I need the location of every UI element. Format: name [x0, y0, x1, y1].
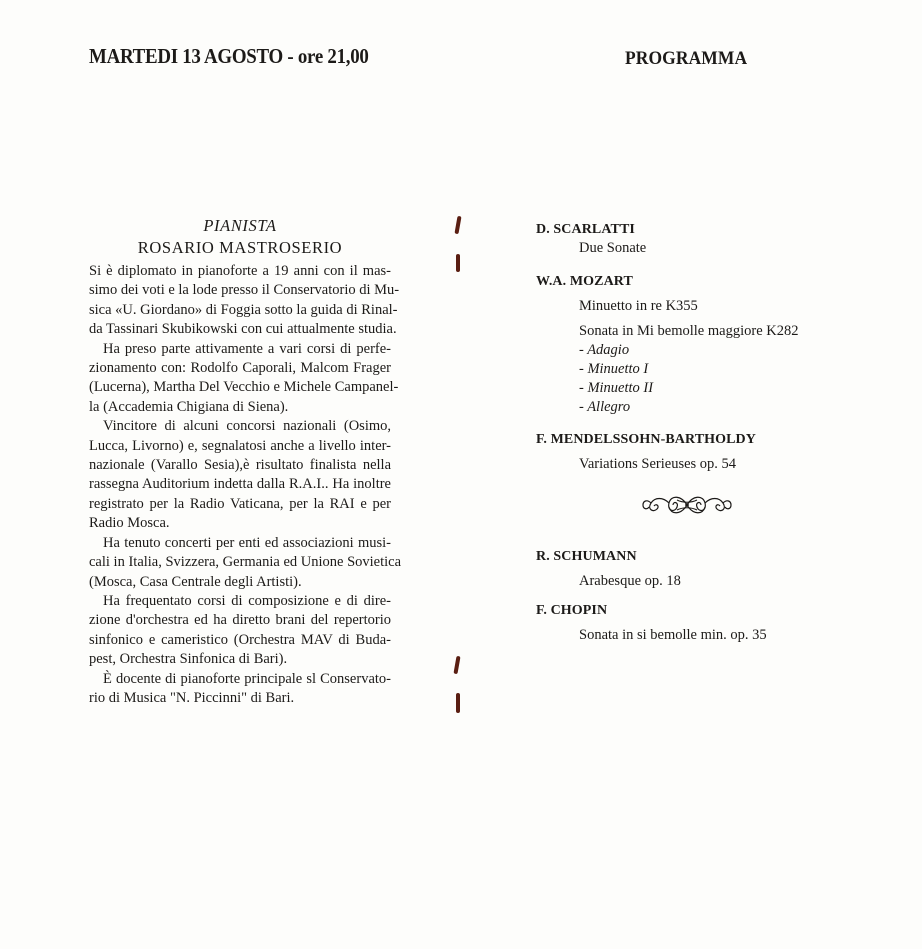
work-mendelssohn-variations: Variations Serieuses op. 54 — [579, 456, 737, 472]
bio-line: Ha tenuto concerti per enti ed associazioni musi- — [103, 534, 391, 551]
bio-line: (Lucerna), Martha Del Vecchio e Michele Campanel- — [89, 379, 399, 396]
bio-line: Lucca, Livorno) e, segnalatosi anche a livello inter- — [89, 437, 391, 454]
bio-line: cali in Italia, Svizzera, Germania ed Unione Sovietica — [89, 554, 402, 571]
composer-mozart: W.A. MOZART — [536, 274, 633, 289]
bio-line: Radio Mosca. — [89, 515, 170, 532]
binding-thread-lower-b — [456, 693, 460, 713]
composer-mendelssohn: F. MENDELSSOHN-BARTHOLDY — [536, 432, 756, 447]
bio-line: simo dei voti e la lode presso il Conservatorio di Mu- — [89, 282, 400, 299]
performer-role: PIANISTA — [203, 216, 277, 235]
binding-thread-upper-a — [454, 216, 461, 234]
bio-line: Ha frequentato corsi di composizione e di dire- — [103, 592, 391, 609]
concert-date-time: MARTEDI 13 AGOSTO - ore 21,00 — [89, 44, 369, 68]
bio-line: zionamento con: Rodolfo Caporali, Malcom Frager — [89, 360, 391, 377]
bio-line: Si è diplomato in pianoforte a 19 anni con il mas- — [89, 263, 391, 279]
programme-heading: PROGRAMMA — [625, 48, 748, 69]
bio-line: Ha preso parte attivamente a vari corsi di perfe- — [103, 340, 391, 357]
performer-biography — [89, 262, 402, 708]
composer-scarlatti: D. SCARLATTI — [536, 222, 635, 237]
bio-line: da Tassinari Skubikowski con cui attualmente studia. — [89, 321, 397, 338]
bio-line: registrato per la Radio Vaticana, per la RAI e per — [89, 495, 391, 512]
bio-line: rio di Musica "N. Piccinni" di Bari. — [89, 689, 295, 706]
work-mozart-sonata: Sonata in Mi bemolle maggiore K282 — [579, 323, 799, 339]
program-list — [536, 221, 836, 645]
bio-line: pest, Orchestra Sinfonica di Bari). — [89, 651, 288, 668]
bio-line: zione d'orchestra ed ha diretto brani del repertorio — [89, 612, 391, 629]
composer-chopin: F. CHOPIN — [536, 603, 608, 618]
scroll-ornament-icon — [641, 491, 733, 519]
bio-line: È docente di pianoforte principale sl Conservato- — [103, 670, 391, 687]
binding-thread-lower-a — [453, 656, 460, 674]
work-chopin-sonata: Sonata in si bemolle min. op. 35 — [579, 627, 767, 643]
performer-name: ROSARIO MASTROSERIO — [137, 238, 343, 257]
performer-section — [89, 216, 402, 708]
bio-line: sinfonico e cameristico (Orchestra MAV di Buda- — [89, 631, 391, 648]
movement-item: - Minuetto II — [579, 380, 654, 396]
movement-item: - Minuetto I — [579, 361, 649, 377]
movement-item: - Allegro — [579, 399, 631, 415]
binding-thread-upper-b — [456, 254, 460, 272]
work-mozart-minuetto: Minuetto in re K355 — [579, 298, 698, 314]
bio-line: (Mosca, Casa Centrale degli Artisti). — [89, 573, 302, 590]
bio-line: nazionale (Varallo Sesia),è risultato finalista nella — [89, 457, 391, 474]
bio-line: Vincitore di alcuni concorsi nazionali (Osimo, — [103, 418, 391, 435]
bio-line: sica «U. Giordano» di Foggia sotto la guida di Rinal- — [89, 301, 398, 318]
work-schumann-arabesque: Arabesque op. 18 — [579, 573, 681, 589]
bio-line: rassegna Auditorium indetta dalla R.A.I.. Ha inoltre — [89, 476, 391, 493]
composer-schumann: R. SCHUMANN — [536, 549, 637, 564]
work-scarlatti-sonate: Due Sonate — [579, 240, 647, 256]
movement-item: - Adagio — [579, 342, 630, 358]
bio-line: la (Accademia Chigiana di Siena). — [89, 398, 289, 415]
